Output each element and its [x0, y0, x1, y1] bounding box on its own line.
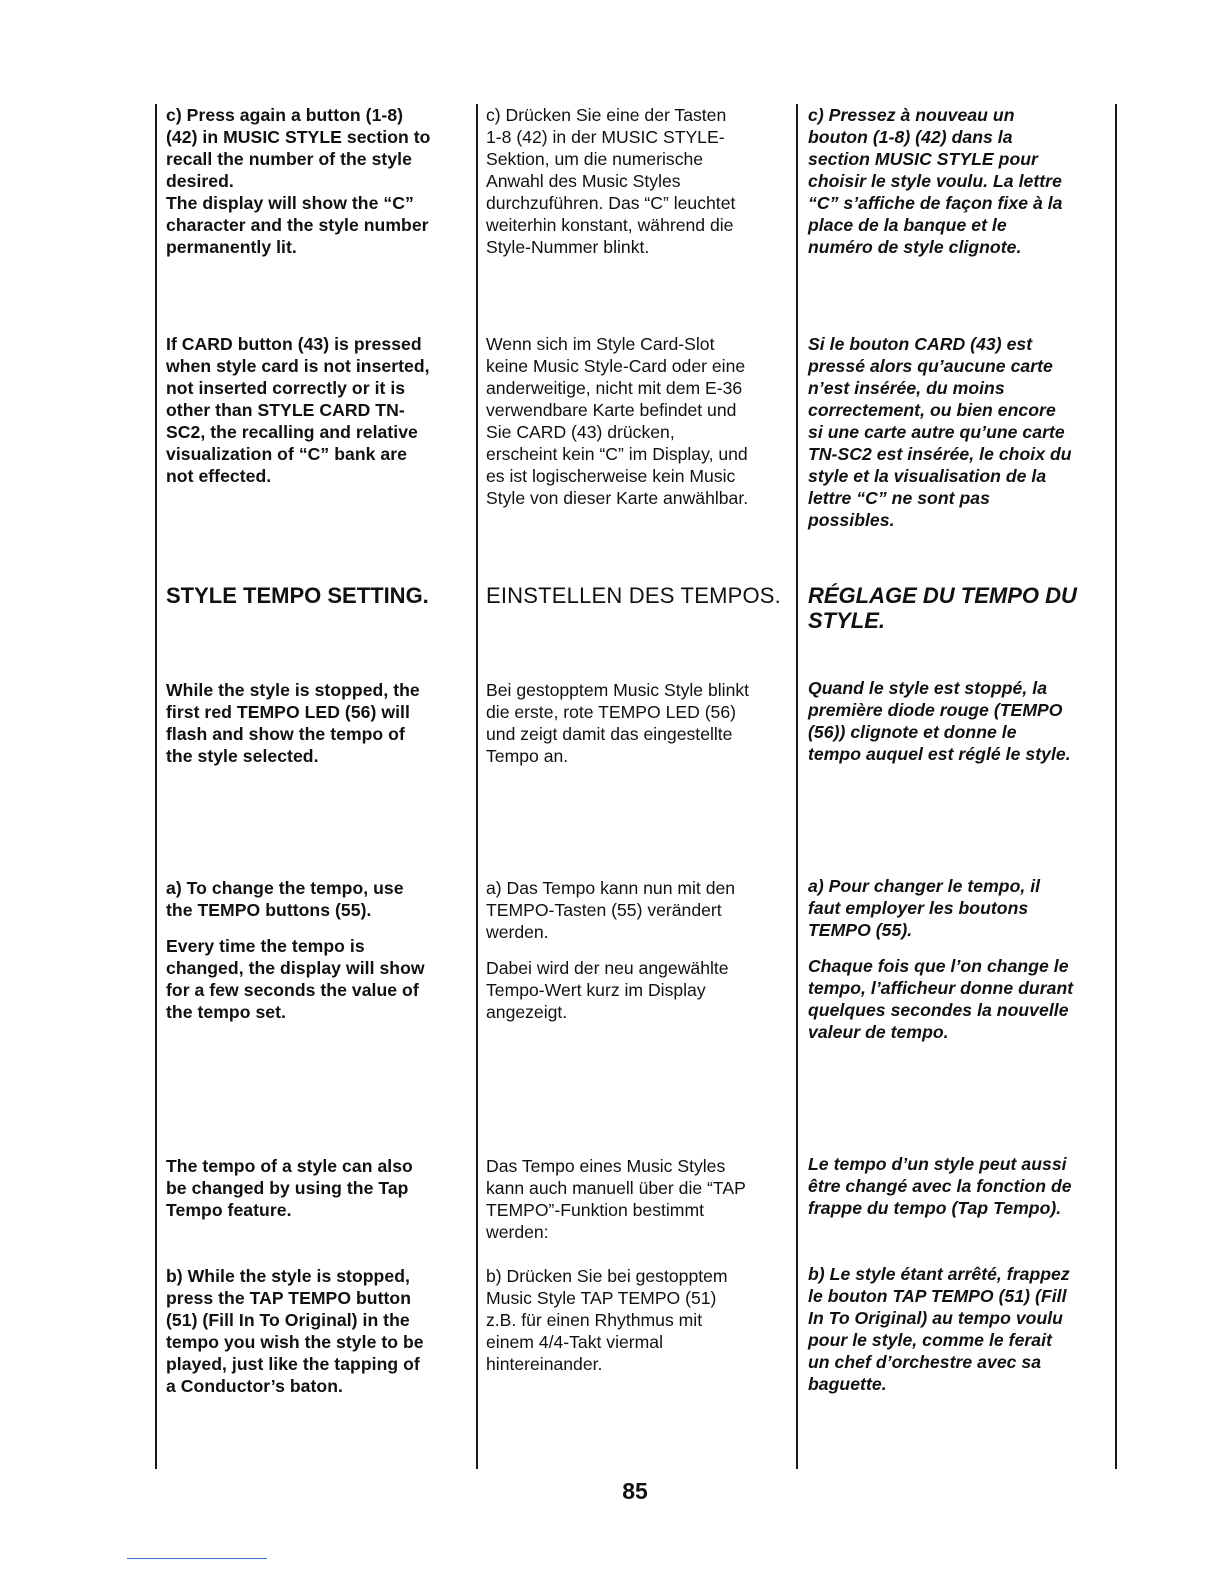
en-step-b: b) While the style is stopped, press the TAP TEMPO button (51) (Fill In To Original) in the tempo you wish the style to be played, just like the tapping of a Conductor’s baton.: [166, 1266, 424, 1396]
de-tempo-display-note: Dabei wird der neu angewählte Tempo-Wert kurz im Display angezeigt.: [486, 958, 729, 1022]
fr-tempo-intro: Quand le style est stoppé, la première diode rouge (TEMPO (56)) clignote et donne le tempo auquel est réglé le style.: [808, 678, 1071, 764]
de-step-a: a) Das Tempo kann nun mit den TEMPO-Tasten (55) verändert werden.: [486, 878, 736, 942]
en-tap-tempo-intro: The tempo of a style can also be changed by using the Tap Tempo feature.: [166, 1156, 413, 1220]
de-tap-tempo-intro: Das Tempo eines Music Styles kann auch manuell über die “TAP TEMPO”-Funktion bestimmt werden:: [486, 1156, 746, 1242]
page-number: 85: [622, 1478, 648, 1504]
en-step-a: a) To change the tempo, use the TEMPO buttons (55).: [166, 878, 404, 920]
de-section-heading: EINSTELLEN DES TEMPOS.: [486, 583, 781, 608]
de-step-c: c) Drücken Sie eine der Tasten 1-8 (42) in der MUSIC STYLE- Sektion, um die numerische Anwahl des Music Styles durchzuführen. Das “C” leuchtet weiterhin konstant, während die Style-Nummer blinkt.: [486, 105, 736, 257]
fr-step-c: c) Pressez à nouveau un bouton (1-8) (42) dans la section MUSIC STYLE pour choisir le style voulu. La lettre “C” s’affiche de façon fixe à la place de la banque et le numéro de style clignote.: [808, 105, 1063, 257]
fr-tap-tempo-intro: Le tempo d’un style peut aussi être changé avec la fonction de frappe du tempo (Tap Tempo).: [808, 1154, 1072, 1218]
fr-tempo-display-note: Chaque fois que l’on change le tempo, l’afficheur donne durant quelques secondes la nouvelle valeur de tempo.: [808, 956, 1074, 1042]
fr-section-heading: RÉGLAGE DU TEMPO DU STYLE.: [808, 583, 1077, 633]
en-section-heading: STYLE TEMPO SETTING.: [166, 583, 429, 608]
de-card-note: Wenn sich im Style Card-Slot keine Music Style-Card oder eine anderweitige, nicht mit dem E-36 verwendbare Karte befindet und Sie CARD (43) drücken, erscheint kein “C” im Display, und es ist logischerweise kein Music Style von dieser Karte anwählbar.: [486, 334, 749, 508]
footer-rule: [127, 1558, 267, 1559]
column-divider-1: [476, 104, 478, 1469]
en-card-note: If CARD button (43) is pressed when style card is not inserted, not inserted correctly or it is other than STYLE CARD TN- SC2, the recalling and relative visualization of “C” bank are not effected.: [166, 334, 430, 486]
en-tempo-intro: While the style is stopped, the first red TEMPO LED (56) will flash and show the tempo of the style selected.: [166, 680, 420, 766]
en-step-c: c) Press again a button (1-8) (42) in MUSIC STYLE section to recall the number of the style desired. The display will show the “C” character and the style number permanently lit.: [166, 105, 431, 257]
de-tempo-intro: Bei gestopptem Music Style blinkt die erste, rote TEMPO LED (56) und zeigt damit das eingestellte Tempo an.: [486, 680, 750, 766]
de-step-b: b) Drücken Sie bei gestopptem Music Style TAP TEMPO (51) z.B. für einen Rhythmus mit einem 4/4-Takt viermal hintereinander.: [486, 1266, 728, 1374]
fr-card-note: Si le bouton CARD (43) est pressé alors qu’aucune carte n’est insérée, du moins correctement, ou bien encore si une carte autre qu’une carte TN-SC2 est insérée, le choix du style et la visualisation de la lettre “C” ne sont pas possibles.: [808, 334, 1072, 530]
fr-step-a: a) Pour changer le tempo, il faut employer les boutons TEMPO (55).: [808, 876, 1041, 940]
column-divider-left: [155, 104, 157, 1469]
column-divider-right: [1115, 104, 1117, 1469]
column-divider-2: [796, 104, 798, 1469]
fr-step-b: b) Le style étant arrêté, frappez le bouton TAP TEMPO (51) (Fill In To Original) au tempo voulu pour le style, comme le ferait un chef d’orchestre avec sa baguette.: [808, 1264, 1070, 1394]
en-tempo-display-note: Every time the tempo is changed, the display will show for a few seconds the value of the tempo set.: [166, 936, 425, 1022]
